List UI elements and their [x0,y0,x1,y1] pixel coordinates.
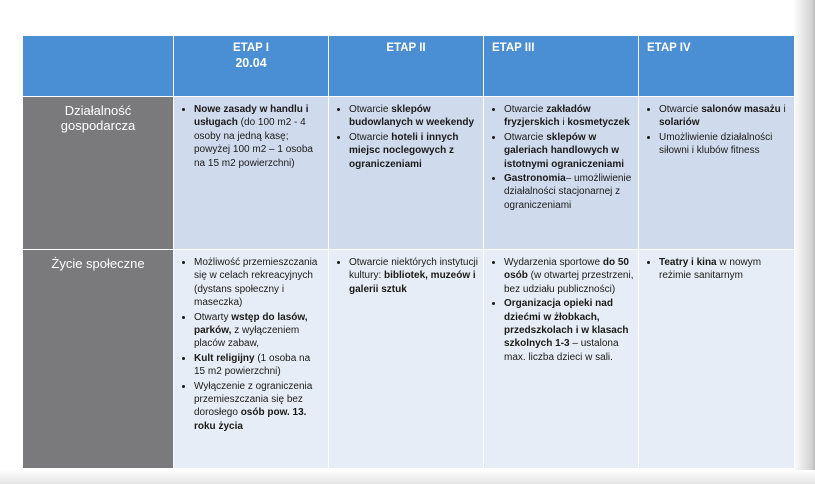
list-item [194,256,324,310]
bullet-list [659,256,790,283]
cell-business-etap-1 [174,97,329,250]
bold-text: Teatry i kina [659,257,717,268]
cell-social-etap-1 [174,250,329,469]
cell-social-etap-3 [484,250,639,469]
text: Otwarcie [349,131,392,143]
text: i [780,104,786,115]
social-row [23,250,795,469]
bold-text: zakładów fryzjerskich [504,104,591,129]
cell-social-etap-2 [329,250,484,469]
header-etap-2: ETAP II [329,36,484,97]
bullet-list [504,103,634,212]
stages-table [22,35,795,469]
row-label-social: Życie społeczne [23,250,174,469]
text: Umożliwienie działalności siłowni i klubów fitness [659,131,773,157]
text: (do 100 m2 - 4 osoby na jedną kasę; powyżej 100 m2 – 1 osoba na 15 m2 powierzchni) [194,117,313,169]
list-item [504,297,634,364]
bold-text: Kult religijny [194,352,255,364]
list-item [504,103,634,130]
list-item [194,352,324,379]
text: (1 osoba na 15 m2 powierzchni) [194,352,311,378]
bullet-list [194,256,324,433]
header-etap-1 [174,36,329,97]
bold-text: do 50 osób [504,257,629,282]
text: Możliwość przemieszczania się w celach rekreacyjnych (dystans społeczny i maseczka) [194,257,318,309]
text: Wyłączenie z ograniczenia przemieszczania się bez dorosłego [194,380,313,419]
bullet-list [349,103,479,171]
slide-bottom-shadow [0,470,815,484]
text: z wyłączeniem placów zabaw, [194,324,300,350]
bold-text: Organizacja opieki nad dziećmi w żłobkach, przedszkolach i w klasach szkolnych 1-3 [504,298,629,350]
bold-text: salonów masażu [701,104,781,115]
bold-text: osób pow. 13. roku życia [194,407,307,432]
list-item [659,131,790,158]
etap-1-date: 20.04 [235,56,267,70]
text: Otwarty [194,311,232,323]
text: – ustalona max. liczba dzieci w sali. [504,338,619,363]
bold-text: Nowe zasady w handlu i usługach [194,104,309,129]
row-label-business: Działalność gospodarcza [23,97,174,250]
business-row [23,97,795,250]
text: – umożliwienie działalności stacjonarnej z ograniczeniami [504,172,632,211]
header-etap-3: ETAP III [484,36,639,97]
cell-business-etap-4 [639,97,795,250]
header-etap-4: ETAP IV [639,36,795,97]
bullet-list [349,256,479,296]
text: w nowym reżimie sanitarnym [659,257,762,282]
header-row [23,36,795,97]
bold-text: solariów [659,117,700,129]
list-item [194,380,324,434]
bold-text: bibliotek, muzeów i galerii sztuk [349,270,476,295]
list-item [504,256,634,296]
text: i [559,117,568,129]
bullet-list [194,103,324,170]
bold-text: hoteli i innych miejsc noclegowych z ograniczeniami [349,131,459,170]
bold-text: wstęp do lasów, parków, [194,311,308,336]
list-item [504,172,634,212]
cell-social-etap-4 [639,250,795,469]
cell-business-etap-3 [484,97,639,250]
list-item [194,311,324,351]
header-corner [23,36,174,97]
list-item [504,131,634,171]
text: Otwarcie [659,104,702,115]
list-item [659,103,790,130]
list-item [659,256,790,283]
list-item [349,131,479,171]
bullet-list [504,256,634,364]
slide-edge-shadow [793,0,815,484]
bold-text: sklepów w galeriach handlowych w istotnymi ograniczeniami [504,131,625,170]
text: Otwarcie [504,131,547,143]
list-item [194,103,324,170]
bold-text: sklepów budowlanych w weekendy [349,104,475,129]
bold-text: Gastronomia [504,172,566,184]
list-item [349,256,479,296]
text: Otwarcie [504,104,547,115]
text: Otwarcie niektórych instytucji kultury: [349,257,478,282]
bullet-list [659,103,790,158]
text: (w otwartej przestrzeni, bez udziału publiczności) [504,270,634,295]
cell-business-etap-2 [329,97,484,250]
text: Otwarcie [349,104,392,115]
text: Wydarzenia sportowe [504,257,603,268]
bold-text: kosmetyczek [567,117,630,129]
list-item [349,103,479,130]
etap-1-title: ETAP I [233,42,269,54]
